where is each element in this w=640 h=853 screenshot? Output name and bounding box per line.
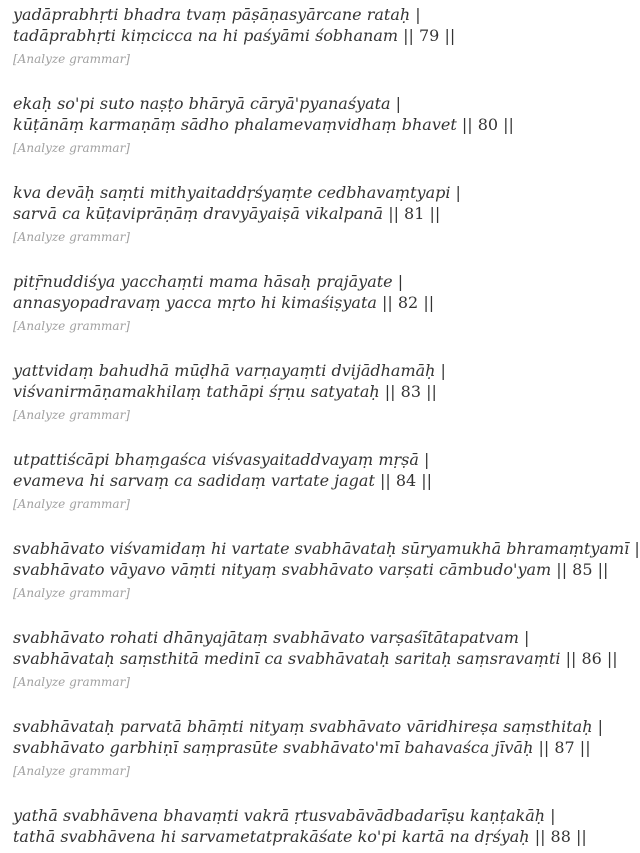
verse-block: [13, 805, 588, 847]
verse-number: || 88 ||: [534, 827, 587, 846]
verse-text: svabhāvataḥ parvatā bhāṃti nityaṃ svabhāvato vāridhireṣa saṃsthitaḥ |: [13, 717, 603, 736]
verse-block: [13, 4, 588, 66]
verse-block: [13, 716, 603, 778]
verse-text: kūṭānāṃ karmaṇāṃ sādho phalamevaṃvidhaṃ bhavet: [13, 115, 457, 134]
verse-line-1: [13, 4, 588, 25]
verse-number: || 84 ||: [379, 471, 433, 490]
verse-number: || 80 ||: [461, 115, 514, 134]
analyze-grammar-link[interactable]: [Analyze grammar]: [13, 764, 130, 778]
analyze-grammar-link[interactable]: [Analyze grammar]: [13, 319, 130, 333]
analyze-grammar-link[interactable]: [Analyze grammar]: [13, 586, 130, 600]
verse-text: ekaḥ so'pi suto naṣṭo bhāryā cāryā'pyanaśyata |: [13, 94, 402, 113]
verse-line-2: [13, 114, 588, 135]
verse-text: evameva hi sarvaṃ ca sadidaṃ vartate jagat: [13, 471, 375, 490]
verse-line-1: [13, 182, 588, 203]
verse-line-1: [13, 93, 588, 114]
verse-line-1: [13, 271, 588, 292]
verse-line-2: [13, 25, 588, 46]
verse-text: yattvidaṃ bahudhā mūḍhā varṇayaṃti dvijādhamāḥ |: [13, 361, 446, 380]
verse-line-2: [13, 826, 588, 847]
verse-block: [13, 538, 640, 600]
verse-text: yadāprabhṛti bhadra tvaṃ pāṣāṇasyārcane rataḥ |: [13, 5, 421, 24]
verse-number: || 81 ||: [388, 204, 441, 223]
verse-text: viśvanirmāṇamakhilaṃ tathāpi śṛṇu satyataḥ: [13, 382, 380, 401]
verse-text: tathā svabhāvena hi sarvametatprakāśate ko'pi kartā na dṛśyaḥ: [13, 827, 530, 846]
verse-line-2: [13, 737, 591, 758]
verse-text: sarvā ca kūṭaviprāṇāṃ dravyāyaiṣā vikalpanā: [13, 204, 384, 223]
analyze-grammar-link[interactable]: [Analyze grammar]: [13, 52, 130, 66]
verse-number: || 85 ||: [556, 560, 609, 579]
verse-number: || 87 ||: [538, 738, 591, 757]
verse-line-1: [13, 449, 588, 470]
analyze-grammar-link[interactable]: [Analyze grammar]: [13, 675, 130, 689]
verse-number: || 83 ||: [384, 382, 437, 401]
verse-number: || 86 ||: [565, 649, 618, 668]
verse-line-2: [13, 292, 588, 313]
verse-text: svabhāvataḥ saṃsthitā medinī ca svabhāvataḥ saritaḥ saṃsravaṃti: [13, 649, 561, 668]
verse-number: || 82 ||: [382, 293, 435, 312]
analyze-grammar-link[interactable]: [Analyze grammar]: [13, 497, 130, 511]
verse-number: || 79 ||: [403, 26, 456, 45]
analyze-grammar-link[interactable]: [Analyze grammar]: [13, 408, 130, 422]
verse-line-1: [13, 716, 603, 737]
verse-line-2: [13, 470, 588, 491]
analyze-grammar-link[interactable]: [Analyze grammar]: [13, 230, 130, 244]
verse-block: [13, 182, 588, 244]
verse-text: annasyopadravaṃ yacca mṛto hi kimaśiṣyata: [13, 293, 377, 312]
verse-line-1: [13, 360, 588, 381]
verse-line-2: [13, 203, 588, 224]
verse-line-1: [13, 538, 640, 559]
verse-text: svabhāvato viśvamidaṃ hi vartate svabhāvataḥ sūryamukhā bhramaṃtyamī |: [13, 539, 640, 558]
verse-text: svabhāvato vāyavo vāṃti nityaṃ svabhāvato varṣati cāmbudo'yam: [13, 560, 552, 579]
analyze-grammar-link[interactable]: [Analyze grammar]: [13, 141, 130, 155]
verse-block: [13, 449, 588, 511]
verse-block: [13, 93, 588, 155]
verse-text: yathā svabhāvena bhavaṃti vakrā ṛtusvabāvādbadarīṣu kaṇṭakāḥ |: [13, 806, 556, 825]
verse-text: kva devāḥ saṃti mithyaitaddṛśyaṃte cedbhavaṃtyapi |: [13, 183, 461, 202]
verse-line-1: [13, 627, 588, 648]
verse-line-2: [13, 648, 618, 669]
verse-text: tadāprabhṛti kiṃcicca na hi paśyāmi śobhanam: [13, 26, 399, 45]
verse-line-1: [13, 805, 588, 826]
verse-text: pitṝnuddiśya yacchaṃti mama hāsaḥ prajāyate |: [13, 272, 404, 291]
verse-line-2: [13, 381, 588, 402]
verse-block: [13, 271, 588, 333]
verse-text: utpattiścāpi bhaṃgaśca viśvasyaitaddvayaṃ mṛṣā |: [13, 450, 430, 469]
verse-block: [13, 627, 618, 689]
verse-text: svabhāvato garbhiṇī saṃprasūte svabhāvato'mī bahavaśca jīvāḥ: [13, 738, 534, 757]
verse-text: svabhāvato rohati dhānyajātaṃ svabhāvato varṣaśītātapatvam |: [13, 628, 530, 647]
verse-block: [13, 360, 588, 422]
verse-line-2: [13, 559, 609, 580]
